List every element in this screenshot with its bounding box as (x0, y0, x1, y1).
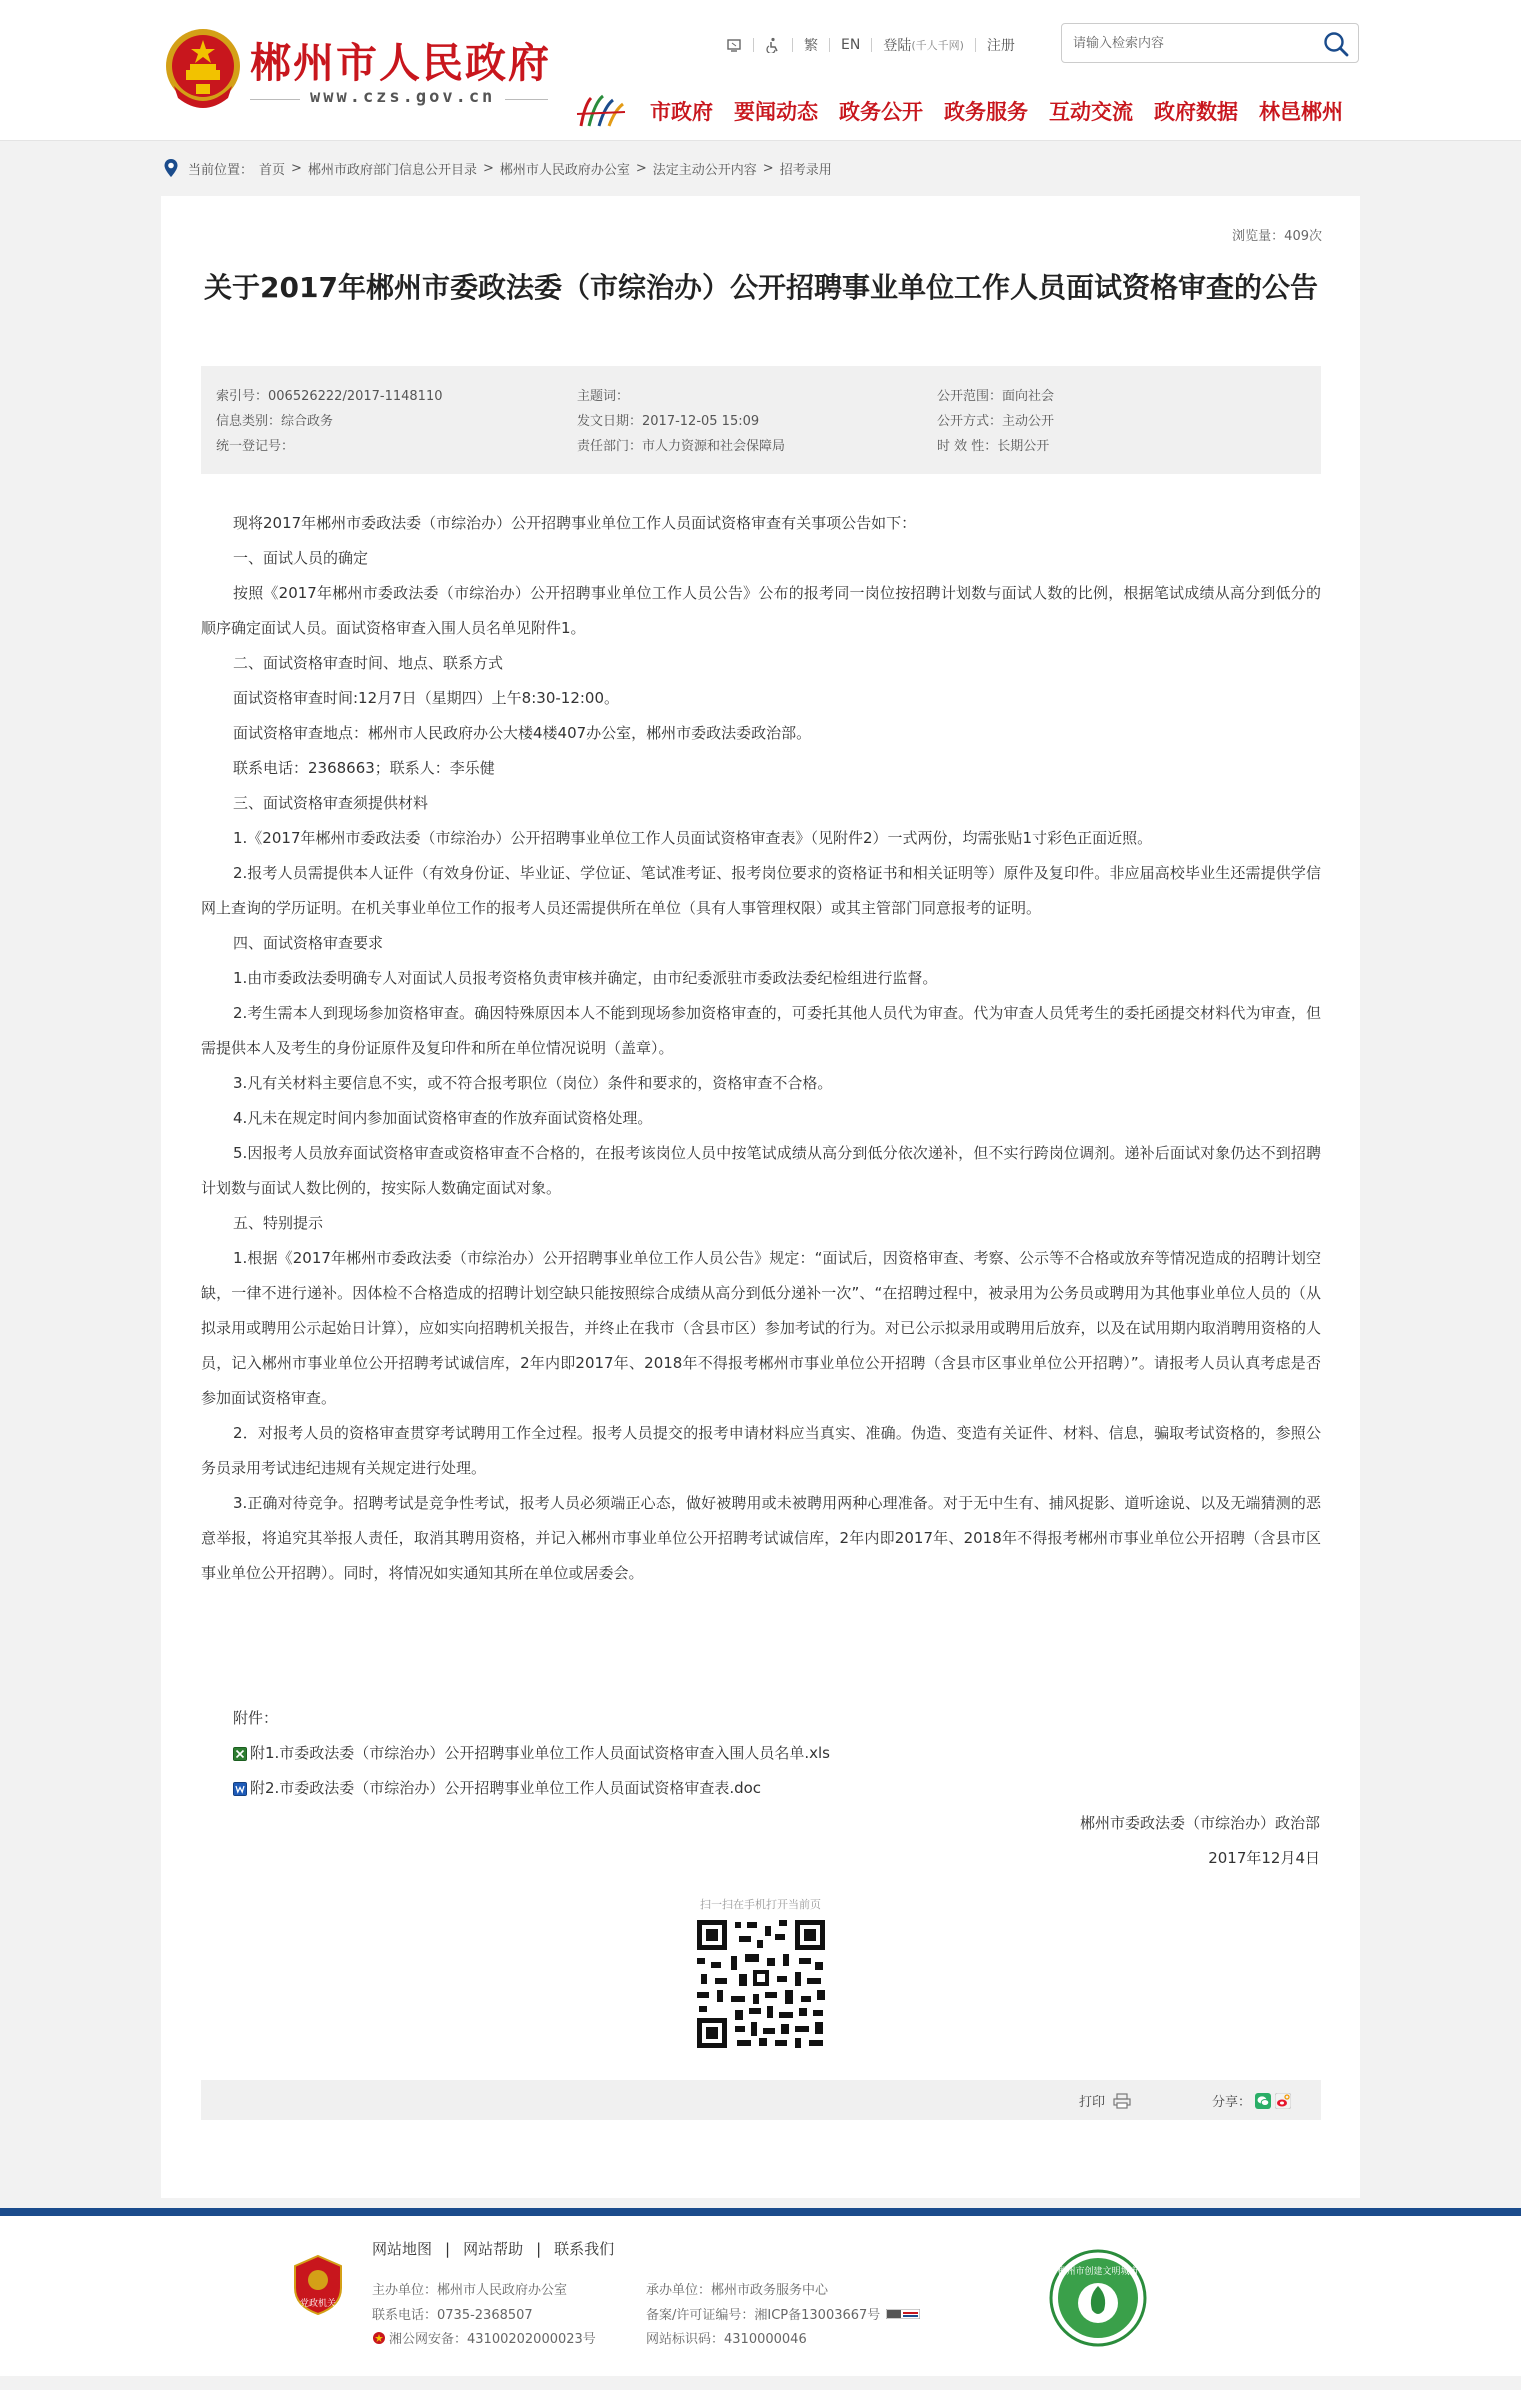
divider: | (536, 2239, 542, 2258)
signature: 郴州市委政法委（市综治办）政治部 (1079, 1814, 1320, 1832)
meta-dept: 责任部门：市人力资源和社会保障局 (577, 439, 786, 454)
login-link[interactable]: 登陆 (883, 38, 912, 54)
login-subtitle: (千人千网) (911, 39, 964, 52)
attachment-link[interactable]: 附2.市委政法委（市综治办）公开招聘事业单位工作人员面试资格审查表.doc (250, 1779, 762, 1797)
footer-police-record[interactable] (372, 2328, 596, 2347)
paragraph: 2.报考人员需提供本人证件（有效身份证、毕业证、学位证、笔试准考证、报考岗位要求的资格证书和相关证明等）原件及复印件。非应届高校毕业生还需提供学信网上查询的学历证明。在机关事业单位工作的报考人员还需提供所在单位（具有人事管理权限）或其主管部门同意报考的证明。 (201, 864, 1321, 917)
nav-item-government-affairs[interactable]: 政务公开 (839, 100, 923, 124)
paragraph: 面试资格审查地点：郴州市人民政府办公大楼4楼407办公室，郴州市委政法委政治部。 (233, 724, 812, 742)
register-link[interactable]: 注册 (986, 38, 1015, 54)
attachment-item[interactable] (233, 1736, 830, 1771)
footer-link-sitemap[interactable]: 网站地图 (372, 2240, 433, 2258)
paragraph: 五、特别提示 (233, 1214, 324, 1232)
breadcrumb-label: 当前位置： (188, 162, 254, 178)
nav-item-city-government[interactable]: 市政府 (650, 100, 713, 124)
party-government-badge-icon[interactable] (292, 2254, 344, 2316)
location-pin-icon (163, 158, 179, 178)
article-container (161, 196, 1360, 2198)
meta-subject: 主题词： (577, 389, 630, 404)
attachment-item[interactable] (233, 1771, 830, 1806)
national-emblem-icon[interactable] (162, 26, 244, 112)
paragraph: 2.考生需本人到现场参加资格审查。确因特殊原因本人不能到现场参加资格审查的，可委托其他人员代为审查。代为审查人员凭考生的委托函提交材料代为审查，但需提供本人及考生的身份证原件及复印件和所在单位情况说明（盖章）。 (201, 1004, 1321, 1057)
search-input[interactable] (1062, 24, 1313, 62)
footer-link-help[interactable]: 网站帮助 (463, 2240, 524, 2258)
paragraph: 2．对报考人员的资格审查贯穿考试聘用工作全过程。报考人员提交的报考申请材料应当真实、准确。伪造、变造有关证件、材料、信息，骗取考试资格的，参照公务员录用考试违纪违规有关规定进行处理。 (201, 1424, 1321, 1477)
breadcrumb-sep: > (762, 160, 774, 176)
nav-item-news[interactable]: 要闻动态 (734, 100, 818, 124)
breadcrumb-office[interactable]: 郴州市人民政府办公室 (499, 162, 630, 178)
share-group (1212, 2091, 1291, 2110)
paragraph: 现将2017年郴州市委政法委（市综治办）公开招聘事业单位工作人员面试资格审查有关事项公告如下： (233, 514, 917, 532)
footer-undertaker: 承办单位：郴州市政务服务中心 (646, 2283, 829, 2298)
divider (871, 38, 872, 52)
attachments-label: 附件： (233, 1709, 279, 1727)
search-icon[interactable] (1322, 30, 1350, 58)
footer-stripe (0, 2208, 1521, 2216)
badge-text: 党政机关 (299, 2299, 337, 2309)
civilized-city-badge-icon[interactable] (1048, 2248, 1148, 2348)
police-record-text: 湘公网安备：43100202000023号 (389, 2332, 596, 2347)
breadcrumb-sep: > (482, 160, 494, 176)
breadcrumb-catalog[interactable]: 郴州市政府部门信息公开目录 (307, 162, 477, 178)
icp-text: 备案/许可证编号：湘ICP备13003667号 (646, 2308, 881, 2323)
paragraph: 二、面试资格审查时间、地点、联系方式 (233, 654, 504, 672)
meta-pub-date: 发文日期：2017-12-05 15:09 (577, 414, 760, 429)
breadcrumb (163, 158, 838, 178)
paragraph: 1.根据《2017年郴州市委政法委（市综治办）公开招聘事业单位工作人员公告》规定：“面试后，因资格审查、考察、公示等不合格或放弃等情况造成的招聘计划空缺，一律不进行递补。因体检不合格造成的招聘计划空缺只能按照综合成绩从高分到低分递补一次”、“在招聘过程中，被录用为公务员或聘用为其他事业单位人员的（从拟录用或聘用公示起始日计算），应如实向招聘机关报告，并终止在我市（含县市区）参加考试的行为。对已公示拟录用或聘用后放弃，以及在试用期内取消聘用资格的人员，记入郴州市事业单位公开招聘考试诚信库，2年内即2017年、2018年不得报考郴州市事业单位公开招聘（含县市区事业单位公开招聘）”。请报考人员认真考虑是否参加面试资格审查。 (201, 1249, 1321, 1407)
site-header (0, 0, 1521, 141)
site-url: www.czs.gov.cn (300, 87, 505, 107)
share-bar (201, 2080, 1321, 2120)
nav-item-linyi-chenzhou[interactable]: 林邑郴州 (1259, 100, 1343, 124)
print-button[interactable] (1079, 2091, 1131, 2110)
nav-item-government-data[interactable]: 政府数据 (1154, 100, 1238, 124)
word-file-icon (233, 1782, 247, 1796)
print-label: 打印 (1079, 2095, 1106, 2110)
lang-english-link[interactable]: EN (841, 37, 861, 53)
divider (792, 38, 793, 52)
printer-icon (1113, 2093, 1131, 2109)
paragraph: 按照《2017年郴州市委政法委（市综治办）公开招聘事业单位工作人员公告》公布的报考同一岗位按招聘计划数与面试人数的比例，根据笔试成绩从高分到低分的顺序确定面试人员。面试资格审查入围人员名单见附件1。 (201, 584, 1321, 637)
attachments (233, 1701, 830, 1806)
site-title[interactable]: 郴州市人民政府 (250, 39, 551, 87)
paragraph: 5.因报考人员放弃面试资格审查或资格审查不合格的，在报考该岗位人员中按笔试成绩从高分到低分依次递补，但不实行跨岗位调剂。递补后面试对象仍达不到招聘计划数与面试人数比例的，按实际人数确定面试对象。 (201, 1144, 1321, 1197)
badge-text: 郴州市创建文明城市 (1057, 2267, 1139, 2277)
paragraph: 联系电话：2368663；联系人：李乐健 (233, 759, 495, 777)
wechat-icon[interactable] (1255, 2093, 1271, 2109)
breadcrumb-home[interactable]: 首页 (259, 162, 286, 178)
main-nav (650, 96, 1364, 126)
breadcrumb-sep: > (291, 160, 302, 176)
paragraph: 1.《2017年郴州市委政法委（市综治办）公开招聘事业单位工作人员面试资格审查表》（见附件2）一式两份，均需张贴1寸彩色正面近照。 (233, 829, 1153, 847)
police-badge-icon (372, 2331, 386, 2345)
meta-validity: 时 效 性：长期公开 (937, 439, 1050, 454)
meta-method: 公开方式：主动公开 (937, 414, 1055, 429)
article-meta (201, 366, 1321, 474)
footer-links (372, 2238, 614, 2259)
attachment-link[interactable]: 附1.市委政法委（市综治办）公开招聘事业单位工作人员面试资格审查入围人员名单.xls (250, 1744, 830, 1762)
meta-scope: 公开范围：面向社会 (937, 389, 1055, 404)
meta-info-category: 信息类别：综合政务 (216, 414, 334, 429)
paragraph: 3.凡有关材料主要信息不实，或不符合报考职位（岗位）条件和要求的，资格审查不合格。 (233, 1074, 833, 1092)
article-body (201, 506, 1321, 1591)
search-box (1061, 23, 1359, 63)
lang-traditional-link[interactable]: 繁 (804, 38, 818, 54)
qr-code (695, 1918, 827, 2050)
divider: | (445, 2239, 451, 2258)
paragraph: 1.由市委政法委明确专人对面试人员报考资格负责审核并确定，由市纪委派驻市委政法委纪检组进行监督。 (233, 969, 938, 987)
signature-block (1080, 1806, 1320, 1876)
breadcrumb-recruitment[interactable]: 招考录用 (779, 162, 832, 178)
nav-item-interaction[interactable]: 互动交流 (1049, 100, 1133, 124)
paragraph: 面试资格审查时间:12月7日（星期四）上午8:30-12:00。 (233, 689, 620, 707)
share-label: 分享： (1212, 2095, 1252, 2110)
meta-index-no: 索引号：006526222/2017-1148110 (216, 389, 443, 404)
divider (753, 38, 754, 52)
divider (975, 38, 976, 52)
sign-date: 2017年12月4日 (1208, 1849, 1320, 1867)
accessibility-view-icon[interactable] (726, 37, 742, 53)
weibo-icon[interactable] (1275, 2093, 1291, 2109)
meta-unified-reg: 统一登记号： (216, 439, 295, 454)
excel-file-icon (233, 1747, 247, 1761)
paragraph: 3.正确对待竞争。招聘考试是竞争性考试，报考人员必须端正心态，做好被聘用或未被聘用两种心理准备。对于无中生有、捕风捉影、道听途说、以及无端猜测的恶意举报，将追究其举报人责任，取消其聘用资格，并记入郴州市事业单位公开招聘考试诚信库，2年内即2017年、2018年不得报考郴州市事业单位公开招聘（含县市区事业单位公开招聘）。同时，将情况如实通知其所在单位或居委会。 (201, 1494, 1321, 1582)
footer-icp[interactable] (646, 2304, 920, 2323)
site-footer (0, 2216, 1521, 2376)
cnzz-icon (886, 2309, 920, 2319)
paragraph: 三、面试资格审查须提供材料 (233, 794, 429, 812)
city-logo-icon (575, 92, 627, 130)
view-count: 浏览量：409次 (1232, 229, 1322, 244)
qr-caption: 扫一扫在手机打开当前页 (700, 1898, 821, 1911)
accessibility-icon[interactable] (765, 37, 781, 53)
article-title: 关于2017年郴州市委政法委（市综治办）公开招聘事业单位工作人员面试资格审查的公告 (204, 271, 1318, 304)
footer-link-contact[interactable]: 联系我们 (554, 2240, 615, 2258)
footer-host: 主办单位：郴州市人民政府办公室 (372, 2283, 568, 2298)
footer-phone: 联系电话：0735-2368507 (372, 2308, 533, 2323)
top-links (726, 34, 1015, 56)
breadcrumb-sep: > (635, 160, 647, 176)
paragraph: 一、面试人员的确定 (233, 549, 369, 567)
paragraph: 4.凡未在规定时间内参加面试资格审查的作放弃面试资格处理。 (233, 1109, 653, 1127)
nav-item-government-services[interactable]: 政务服务 (944, 100, 1028, 124)
divider (829, 38, 830, 52)
footer-site-code: 网站标识码：4310000046 (646, 2332, 807, 2347)
paragraph: 四、面试资格审查要求 (233, 934, 384, 952)
breadcrumb-statutory[interactable]: 法定主动公开内容 (652, 162, 757, 178)
